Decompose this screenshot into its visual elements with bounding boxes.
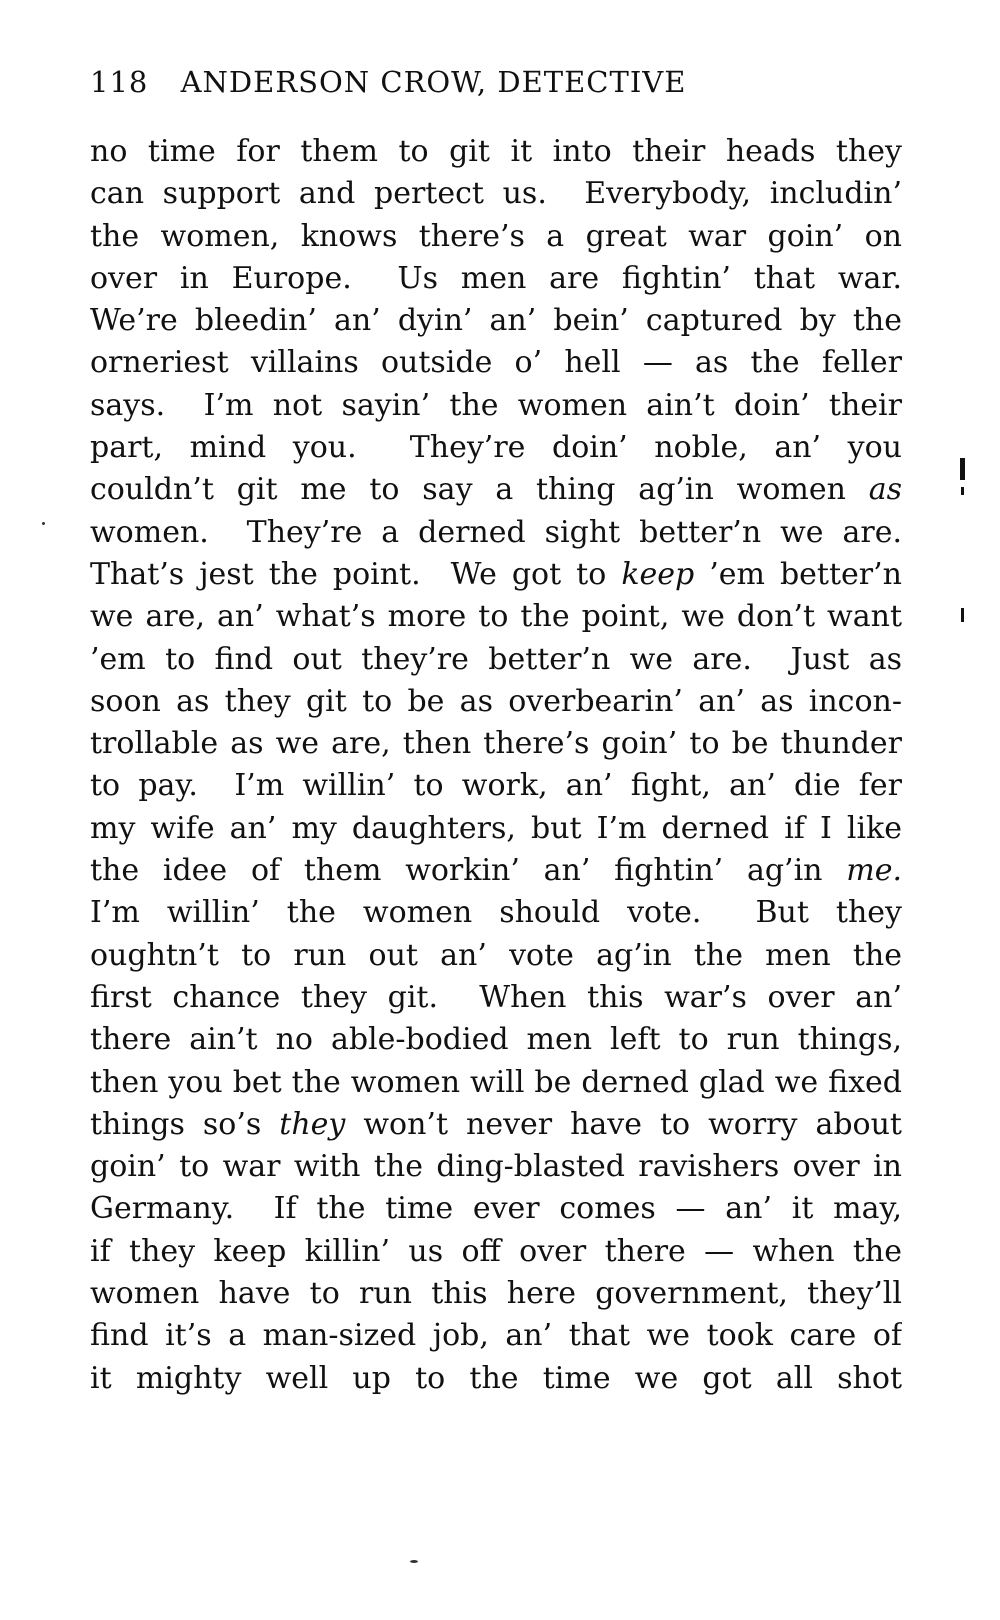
text-run: ’em better’n xyxy=(694,556,902,592)
italic-word: me. xyxy=(846,853,902,889)
text-run: if they keep killin’ us off over there — when the xyxy=(90,1233,902,1269)
text-line xyxy=(90,1358,902,1400)
italic-word: as xyxy=(868,472,902,508)
text-run: then you bet the women will be derned glad we fixed xyxy=(90,1064,902,1100)
text-line xyxy=(90,1188,902,1230)
text-line xyxy=(90,300,902,342)
scan-speck xyxy=(42,522,45,525)
text-line xyxy=(90,850,902,892)
text-line xyxy=(90,427,902,469)
italic-word: they xyxy=(279,1106,346,1142)
text-line xyxy=(90,723,902,765)
text-run: part, mind you. They’re doin’ noble, an’ you xyxy=(90,430,902,466)
text-line xyxy=(90,1273,902,1315)
text-run: over in Europe. Us men are fightin’ that war. xyxy=(90,260,902,296)
text-run: Germany. If the time ever comes — an’ it may, xyxy=(90,1191,902,1227)
text-run: no time for them to git it into their heads they xyxy=(90,134,902,169)
text-run: won’t never have to worry about xyxy=(345,1106,902,1142)
text-run: That’s jest the point. We got to xyxy=(90,556,622,592)
text-run: my wife an’ my daughters, but I’m derned if I like xyxy=(90,810,902,846)
text-run: says. I’m not sayin’ the women ain’t doin’ their xyxy=(90,387,902,423)
text-run: find it’s a man-sized job, an’ that we took care of xyxy=(90,1318,902,1354)
book-title: ANDERSON CROW, DETECTIVE xyxy=(180,65,687,99)
text-run: ’em to find out they’re better’n we are. Just as xyxy=(90,641,902,677)
text-line xyxy=(90,216,902,258)
text-line xyxy=(90,977,902,1019)
italic-word: keep xyxy=(621,556,695,592)
text-run: trollable as we are, then there’s goin’ to be thunder xyxy=(90,726,902,762)
text-run: couldn’t git me to say a thing ag’in women xyxy=(90,472,869,508)
text-run: there ain’t no able-bodied men left to run things, xyxy=(90,1022,902,1058)
text-run: to pay. I’m willin’ to work, an’ fight, an’ die fer xyxy=(90,768,902,804)
running-head xyxy=(90,62,910,102)
text-line xyxy=(90,173,902,215)
text-line xyxy=(90,385,902,427)
text-run: women. They’re a derned sight better’n we are. xyxy=(90,514,902,550)
text-line xyxy=(90,258,902,300)
text-run: it mighty well up to the time we got all shot xyxy=(90,1360,902,1396)
text-run: women have to run this here government, they’ll xyxy=(90,1276,902,1312)
text-run: goin’ to war with the ding-blasted ravishers over in xyxy=(90,1149,902,1185)
scan-edge-mark xyxy=(960,458,965,480)
text-line xyxy=(90,935,902,977)
text-line xyxy=(90,1019,902,1061)
text-line xyxy=(90,512,902,554)
text-line xyxy=(90,1231,902,1273)
text-line xyxy=(90,342,902,384)
text-line xyxy=(90,808,902,850)
scan-edge-mark xyxy=(961,487,964,495)
text-run: first chance they git. When this war’s over an’ xyxy=(90,979,902,1015)
text-line xyxy=(90,1146,902,1188)
text-run: I’m willin’ the women should vote. But they xyxy=(90,895,902,931)
scan-speck xyxy=(410,1560,418,1563)
text-line xyxy=(90,1104,902,1146)
text-run: the women, knows there’s a great war goin’ on xyxy=(90,218,902,254)
text-line xyxy=(90,131,902,173)
text-line xyxy=(90,892,902,934)
text-line xyxy=(90,639,902,681)
text-line xyxy=(90,1062,902,1104)
body-text xyxy=(90,131,902,1400)
text-line xyxy=(90,554,902,596)
text-run: can support and pertect us. Everybody, includin’ xyxy=(90,176,902,212)
page-number: 118 xyxy=(90,65,149,99)
text-run: the idee of them workin’ an’ fightin’ ag’in xyxy=(90,853,847,889)
text-run: we are, an’ what’s more to the point, we don’t want xyxy=(90,599,902,635)
text-run: oughtn’t to run out an’ vote ag’in the men the xyxy=(90,937,902,973)
text-line xyxy=(90,681,902,723)
scan-edge-mark xyxy=(961,608,964,622)
text-line xyxy=(90,765,902,807)
text-line xyxy=(90,596,902,638)
text-run: orneriest villains outside o’ hell — as the feller xyxy=(90,345,902,381)
text-run: things so’s xyxy=(90,1106,280,1142)
text-run: soon as they git to be as overbearin’ an’ as incon- xyxy=(90,683,902,719)
text-line xyxy=(90,469,902,511)
text-run: We’re bleedin’ an’ dyin’ an’ bein’ captured by the xyxy=(90,303,902,339)
text-line xyxy=(90,1315,902,1357)
